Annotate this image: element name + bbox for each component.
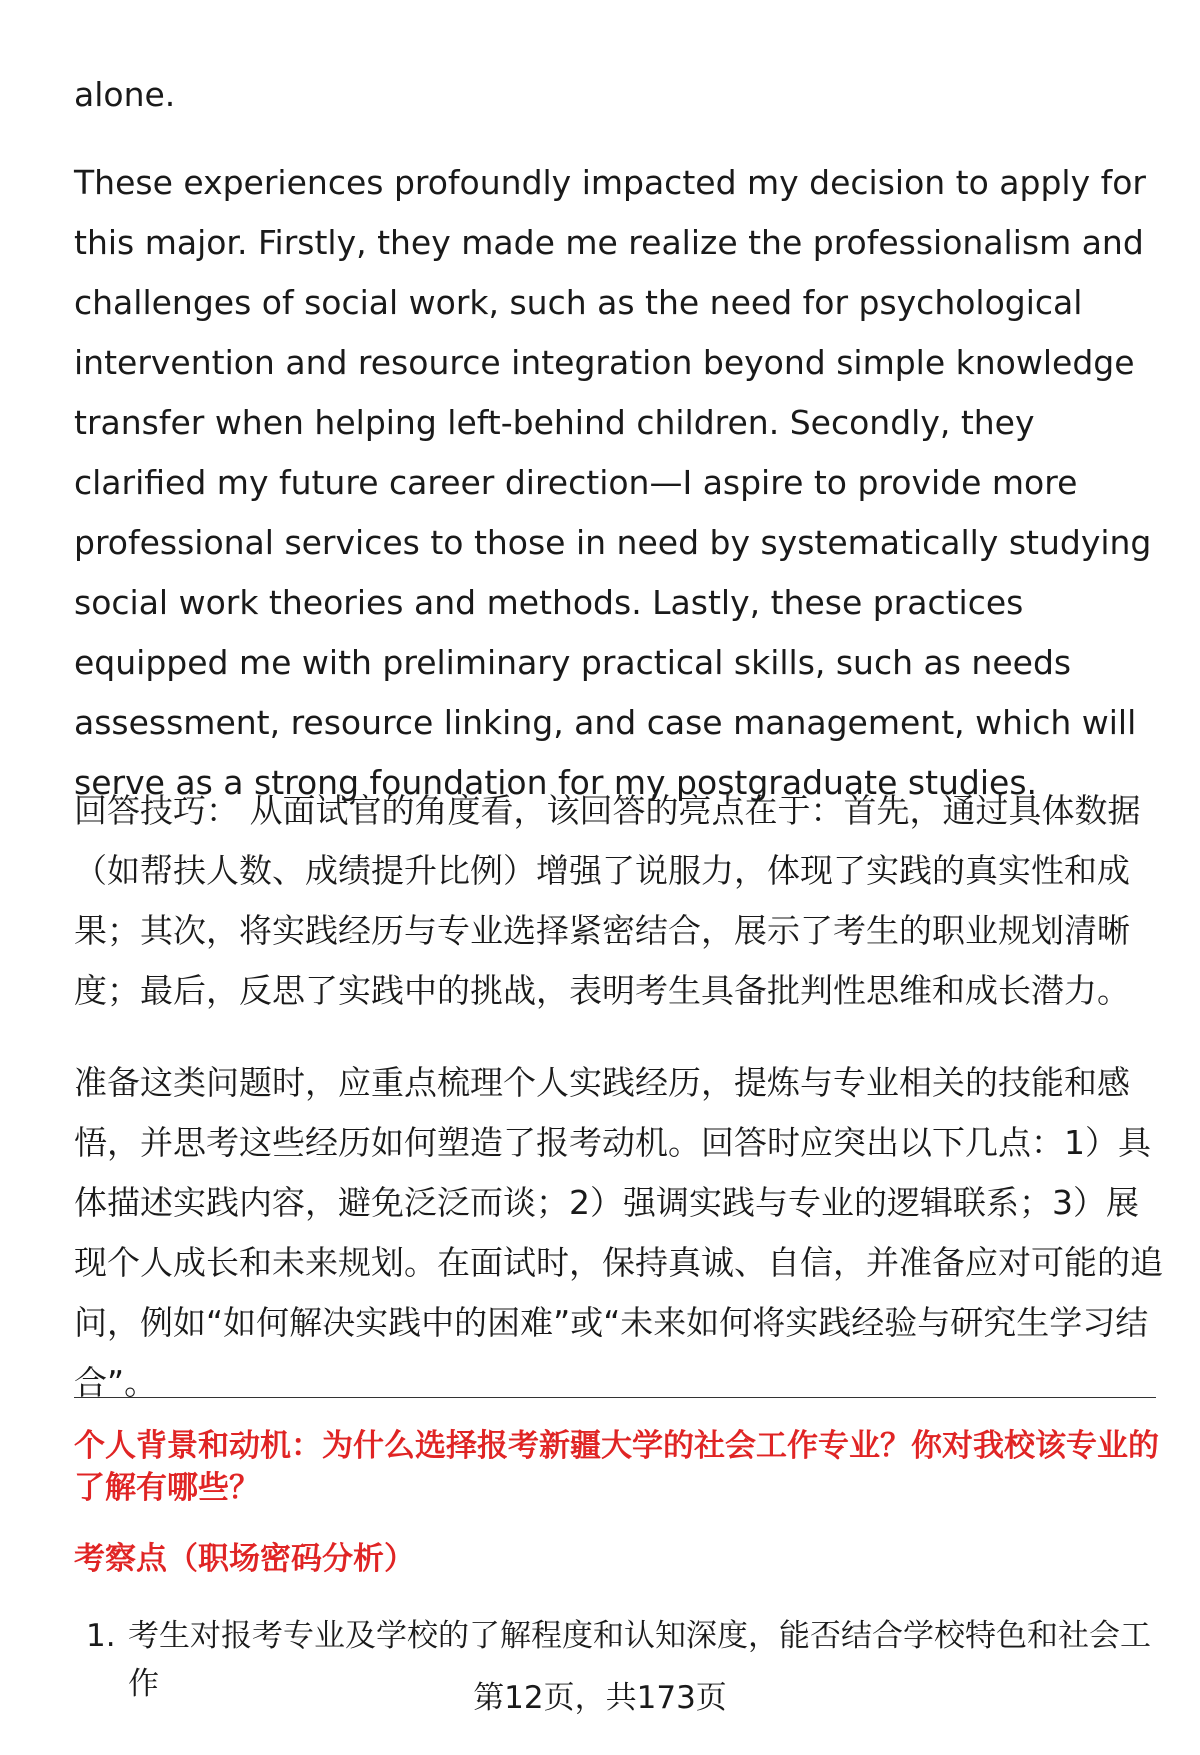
paragraph-answer-tips — [74, 781, 1164, 1021]
paragraph-experiences: These experiences profoundly impacted my decision to apply for this major. Firstly, they made me realize the professionalism and challenges of social work, such as the need for psychological intervention and resource integration beyond simple knowledge transfer when helping left-behind children. Secondly, they clarified my future career direction—I aspire to provide more professional services to those in need by systematically studying social work theories and methods. Lastly, these practices equipped me with preliminary practical skills, such as needs assessment, resource linking, and case management, which will serve as a strong foundation for my postgraduate studies. — [74, 163, 1152, 802]
paragraph-fragment: alone. — [74, 75, 176, 114]
list-item-text: 考生对报考专业及学校的了解程度和认知深度，能否结合学校特色和社会工作 — [128, 1618, 1151, 1702]
list-item-number: 1. — [86, 1618, 116, 1654]
page-footer — [0, 1668, 1200, 1728]
answer-tips-label: 回答技巧： — [74, 791, 239, 830]
answer-tips-text: 从面试官的角度看，该回答的亮点在于：首先，通过具体数据（如帮扶人数、成绩提升比例）增强了说服力，体现了实践的真实性和成果；其次，将实践经历与专业选择紧密结合，展示了考生的职业规划清晰度；最后，反思了实践中的挑战，表明考生具备批判性思维和成长潜力。 — [74, 791, 1141, 1010]
section-divider — [74, 1397, 1156, 1398]
paragraph-preparation: 准备这类问题时，应重点梳理个人实践经历，提炼与专业相关的技能和感悟，并思考这些经历如何塑造了报考动机。回答时应突出以下几点：1）具体描述实践内容，避免泛泛而谈；2）强调实践与专业的逻辑联系；3）展现个人成长和未来规划。在面试时，保持真诚、自信，并准备应对可能的追问，例如“如何解决实践中的困难”或“未来如何将实践经验与研究生学习结合”。 — [74, 1063, 1163, 1402]
question-title: 个人背景和动机：为什么选择报考新疆大学的社会工作专业？你对我校该专业的了解有哪些？ — [74, 1428, 1159, 1506]
page-number: 第12页，共173页 — [473, 1680, 727, 1716]
section-title: 考察点（职场密码分析） — [74, 1541, 415, 1577]
document-page — [74, 0, 1163, 1755]
